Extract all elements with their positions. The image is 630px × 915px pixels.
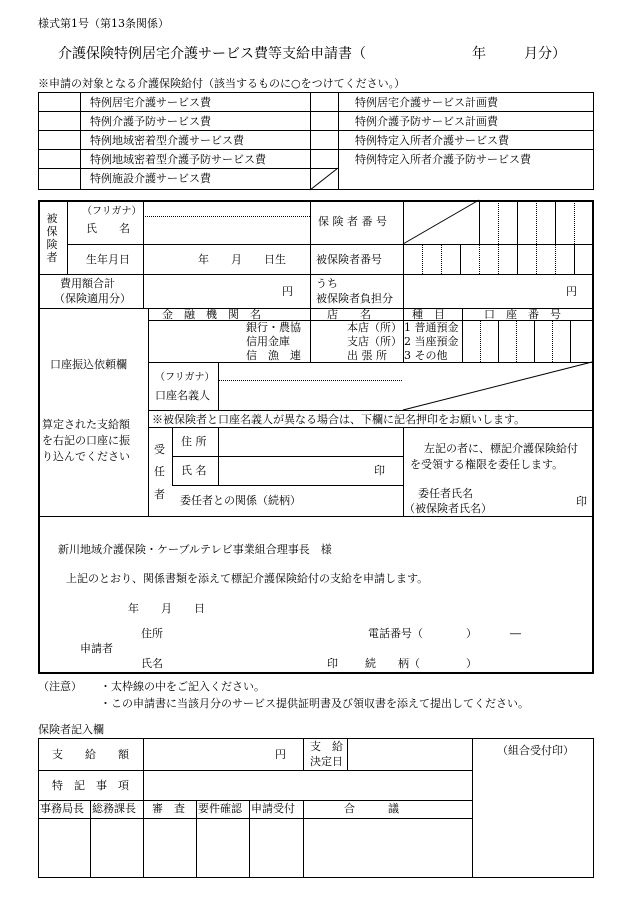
name-label: 氏 名 [86, 222, 130, 235]
applicant-relation-close: ） [466, 657, 477, 670]
proxy-relation-field[interactable] [300, 488, 400, 514]
insured-number-label: 被保険者番号 [316, 253, 382, 266]
furigana-label: （フリガナ） [82, 206, 142, 217]
cost-insured-label: （保険適用分） [54, 292, 131, 305]
insured-number-field[interactable] [404, 246, 592, 272]
phone-label: 電話番号（ [368, 627, 423, 640]
birth-label: 生年月日 [86, 253, 130, 266]
payment-yen: 円 [275, 748, 286, 761]
inst-type-3: 信 漁 連 [246, 349, 301, 362]
proxy-name-label: 氏 名 [181, 464, 207, 477]
burden-field[interactable] [406, 276, 556, 306]
account-number-field[interactable] [464, 322, 590, 360]
proxy-address-field[interactable] [221, 429, 399, 454]
holder-slash [403, 362, 592, 410]
inst-type-1: 銀行・農協 [246, 321, 301, 334]
delegator-name-field[interactable] [490, 486, 570, 514]
birth-date-format: 年 月 日生 [198, 253, 286, 266]
proxy-name-field[interactable] [221, 458, 371, 483]
cost-total-label: 費用額合計 [60, 277, 115, 290]
bank-header-branch: 店 名 [327, 308, 371, 321]
branch-type-2: 支店（所） [347, 335, 402, 348]
note-1: ・太枠線の中をご記入ください。 [100, 680, 265, 693]
proxy-seal: 印 [374, 464, 385, 477]
insurer-number-label: 保 険 者 番 号 [318, 215, 387, 228]
service-left-3: 特例地域密着型介護サービス費 [90, 134, 244, 147]
proxy-right-text-1: 左記の者に、標記介護保険給付 [424, 442, 578, 455]
delegator-sub-label: （被保険者氏名） [404, 502, 492, 515]
proxy-right-text-2: を受領する権限を委任します。 [410, 458, 564, 471]
title-year: 年 [472, 46, 486, 62]
bank-name-field[interactable] [152, 322, 242, 360]
applicant-name-label: 氏名 [141, 657, 163, 670]
col-review: 審 査 [152, 802, 185, 815]
phone-dash: ― [510, 627, 521, 640]
account-type-3[interactable]: 3 その他 [404, 349, 448, 362]
phone-field[interactable] [424, 622, 564, 640]
birth-date-field[interactable] [146, 246, 306, 272]
receiver-char-1: 受 [154, 443, 165, 456]
remarks-label: 特 記 事 項 [52, 779, 129, 792]
remarks-field[interactable] [146, 772, 468, 798]
applicant-seal: 印 [327, 657, 338, 670]
applicant-label: 申請者 [80, 642, 113, 655]
delegator-seal: 印 [576, 495, 587, 508]
insurer-section-label: 保険者記入欄 [38, 723, 104, 736]
declaration-statement: 上記のとおり、関係書類を添えて標記介護保険給付の支給を申請します。 [66, 572, 429, 585]
col-requirement-check: 要件確認 [198, 802, 242, 815]
notes-label: （注意） [38, 680, 82, 693]
account-type-1[interactable]: 1 普通預金 [404, 321, 459, 334]
decision-label-1: 支 給 [310, 740, 343, 753]
cost-yen: 円 [282, 285, 293, 298]
decision-label-2: 決定日 [310, 755, 343, 768]
decision-date-field[interactable] [350, 741, 468, 768]
burden-label: 被保険者負担分 [316, 292, 393, 305]
holder-furigana-label: （フリガナ） [155, 372, 215, 383]
applicant-address-field[interactable] [170, 622, 360, 640]
title-month: 月分） [524, 46, 566, 62]
applicant-address-label: 住所 [141, 627, 163, 640]
applicant-name-field[interactable] [170, 652, 320, 670]
proxy-left-text-2: を右記の口座に振 [42, 434, 130, 447]
form-title: 介護保険特例居宅介護サービス費等支給申請書（ [58, 46, 366, 62]
account-holder-field[interactable] [221, 365, 399, 407]
cost-total-field[interactable] [146, 276, 276, 306]
service-right-2: 特例介護予防サービス計画費 [355, 115, 498, 128]
col-consultation: 合 議 [344, 802, 399, 815]
service-left-5: 特例施設介護サービス費 [90, 172, 211, 185]
note-2: ・この申請書に当該月分のサービス提供証明書及び領収書を添えて提出してください。 [100, 697, 529, 710]
service-right-1: 特例居宅介護サービス計画費 [355, 96, 498, 109]
account-type-2[interactable]: 2 当座預金 [404, 335, 459, 348]
application-date-field[interactable] [100, 598, 220, 616]
insured-label: 被 保 険 者 [46, 212, 58, 264]
insurer-number-slash [403, 200, 479, 244]
bank-header-account: 口 座 番 号 [484, 308, 561, 321]
applicant-relation-label: 続 柄（ [365, 657, 420, 670]
proxy-left-text-1: 算定された支給額 [42, 418, 130, 431]
delegator-label: 委任者氏名 [418, 487, 473, 500]
receipt-stamp-label: （組合受付印） [497, 744, 574, 757]
empty-cell-slash [310, 168, 338, 190]
service-left-1: 特例居宅介護サービス費 [90, 96, 211, 109]
cost-uchi: うち [316, 277, 338, 290]
insurer-number-field[interactable] [480, 202, 592, 242]
bank-header-type: 種 目 [412, 308, 445, 321]
bank-section-label: 口座振込依頼欄 [50, 358, 127, 371]
burden-yen: 円 [566, 285, 577, 298]
phone-close: ） [466, 627, 477, 640]
service-right-3: 特例特定入所者介護サービス費 [355, 134, 509, 147]
payment-amount-field[interactable] [146, 741, 271, 768]
proxy-left-text-3: り込んでください [42, 450, 130, 463]
service-left-4: 特例地域密着型介護予防サービス費 [90, 153, 266, 166]
proxy-notice: ※被保険者と口座名義人が異なる場合は、下欄に記名押印をお願いします。 [152, 413, 526, 426]
inst-type-2: 信用金庫 [246, 335, 290, 348]
branch-name-field[interactable] [312, 322, 346, 360]
service-left-2: 特例介護予防サービス費 [90, 115, 211, 128]
receiver-char-2: 任 [154, 465, 165, 478]
insured-name-field[interactable] [146, 202, 306, 242]
form-number: 様式第1号（第13条関係） [38, 17, 169, 30]
col-reception: 申請受付 [251, 802, 295, 815]
col-section-chief: 総務課長 [92, 802, 136, 815]
service-right-4: 特例特定入所者介護予防サービス費 [355, 153, 531, 166]
proxy-address-label: 住 所 [181, 435, 207, 448]
bank-header-institution: 金 融 機 関 名 [162, 308, 261, 321]
receiver-char-3: 者 [154, 488, 165, 501]
col-director: 事務局長 [40, 802, 84, 815]
branch-type-3: 出 張 所 [347, 349, 387, 362]
addressee: 新川地域介護保険・ケーブルテレビ事業組合理事長 様 [58, 543, 332, 556]
branch-type-1: 本店（所） [347, 321, 402, 334]
account-holder-label: 口座名義人 [155, 389, 210, 402]
proxy-relation-label: 委任者との関係（続柄） [180, 494, 301, 507]
application-date: 年 月 日 [128, 602, 205, 615]
applicant-relation-field[interactable] [420, 652, 464, 670]
payment-label: 支 給 額 [52, 748, 129, 761]
target-notice: ※申請の対象となる介護保険給付（該当するものに○をつけてください。） [38, 77, 406, 90]
